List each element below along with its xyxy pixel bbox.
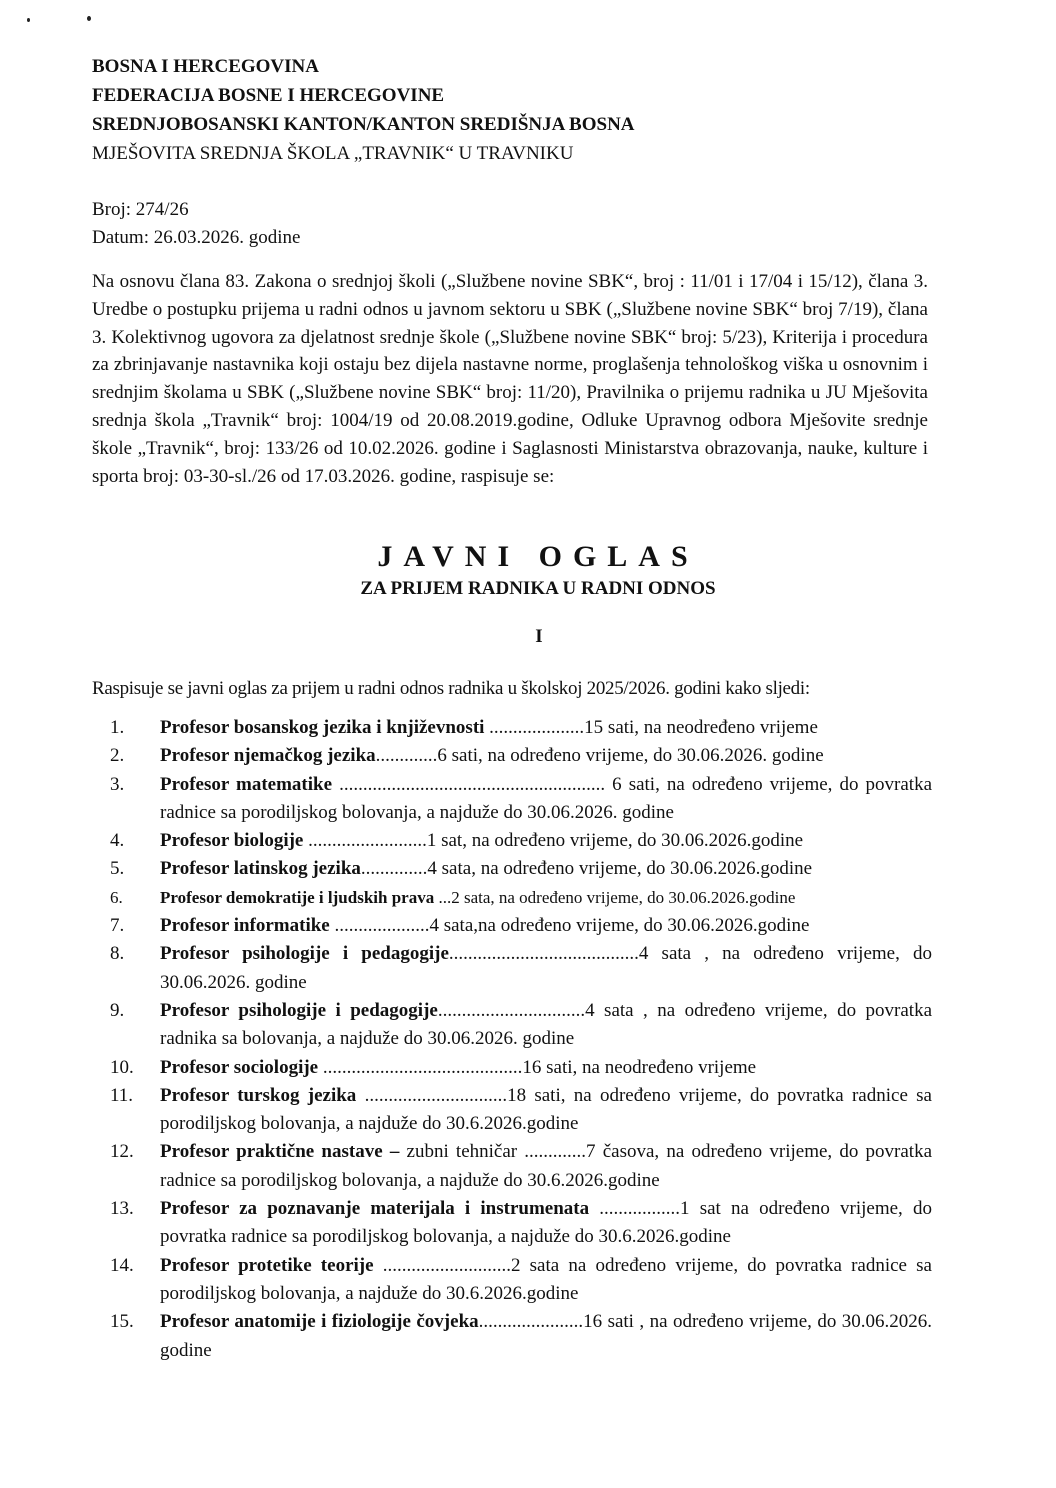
- position-number: 1.: [110, 717, 125, 738]
- position-title: Profesor turskog jezika: [160, 1084, 357, 1106]
- position-detail: ......................16 sati , na određeno vrijeme, do 30.06.2026. godine: [160, 1311, 933, 1361]
- reference-number: Broj: 274/26: [92, 199, 189, 220]
- position-detail: .................1 sat na određeno vrijeme, do povratka radnice sa porodiljskog bolovanja, a najduže do 30.6.2026.godine: [160, 1198, 932, 1248]
- position-item: [110, 940, 932, 997]
- position-item: [110, 827, 932, 855]
- section-number: I: [535, 626, 543, 647]
- position-number: 4.: [110, 830, 125, 852]
- position-item: [110, 1082, 932, 1139]
- position-item: [110, 884, 932, 912]
- header-federation: FEDERACIJA BOSNE I HERCEGOVINE: [92, 85, 445, 106]
- document-meta: [92, 196, 300, 252]
- position-number: 5.: [110, 858, 125, 880]
- position-title: Profesor demokratije i ljudskih prava: [160, 887, 435, 907]
- scan-speck: [27, 18, 30, 22]
- position-item: [110, 912, 932, 940]
- position-item: [110, 714, 932, 742]
- position-title: Profesor sociologije: [160, 1056, 319, 1078]
- position-number: 13.: [110, 1198, 134, 1220]
- position-detail: ...............................4 sata , na određeno vrijeme, do povratka radnika sa bolovanja, a najduže do 30.06.2026. godine: [160, 999, 932, 1050]
- position-detail: ..............4 sata, na određeno vrijeme, do 30.06.2026.godine: [360, 858, 813, 880]
- scan-speck: [87, 16, 91, 21]
- position-number: 2.: [110, 745, 125, 767]
- position-title: Profesor anatomije i fiziologije čovjeka: [160, 1311, 479, 1333]
- document-date: Datum: 26.03.2026. godine: [92, 227, 301, 248]
- position-item: [110, 742, 932, 770]
- position-item: [110, 1252, 932, 1309]
- position-number: 6.: [110, 887, 123, 907]
- position-number: 11.: [110, 1084, 134, 1106]
- position-detail: ...2 sata, na određeno vrijeme, do 30.06.2026.godine: [434, 887, 796, 907]
- header-school: MJEŠOVITA SREDNJA ŠKOLA „TRAVNIK“ U TRAVNIKU: [92, 143, 574, 164]
- position-item: [110, 1138, 932, 1195]
- position-item: [110, 771, 932, 828]
- position-detail: ..........................................16 sati, na neodređeno vrijeme: [318, 1056, 757, 1078]
- position-number: 14.: [110, 1254, 134, 1276]
- document-subtitle: ZA PRIJEM RADNIKA U RADNI ODNOS: [360, 578, 716, 599]
- position-title: Profesor bosanskog jezika i književnosti: [160, 717, 485, 738]
- header-canton: SREDNJOBOSANSKI KANTON/KANTON SREDIŠNJA BOSNA: [92, 114, 635, 135]
- position-detail: zubni tehničar .............7 časova, na određeno vrijeme, do povratka radnice sa porodiljskog bolovanja, a najduže do 30.6.2026.godine: [160, 1141, 932, 1191]
- position-title: Profesor matematike: [160, 773, 333, 795]
- position-detail: .............6 sati, na određeno vrijeme, do 30.06.2026. godine: [375, 745, 824, 767]
- position-title: Profesor latinskog jezika: [160, 858, 361, 880]
- position-title: Profesor psihologije i pedagogije: [160, 999, 438, 1021]
- position-title: Profesor njemačkog jezika: [160, 745, 376, 767]
- position-detail: ........................................................ 6 sati, na određeno vrijeme, do povratka radnice sa porodiljskog bolovanja, a najduže do 30.06.2026. godine: [160, 773, 933, 823]
- position-title: Profesor za poznavanje materijala i instrumenata: [160, 1198, 590, 1220]
- position-detail: ........................................4 sata , na određeno vrijeme, do 30.06.2026. godine: [160, 943, 932, 993]
- position-detail: ..............................18 sati, na određeno vrijeme, do povratka radnice sa porodiljskog bolovanja, a najduže do 30.6.2026.godine: [160, 1084, 932, 1135]
- lead-paragraph: Raspisuje se javni oglas za prijem u radni odnos radnika u školskoj 2025/2026. godini kako sljedi:: [92, 678, 810, 699]
- position-item: [110, 997, 932, 1054]
- position-item: [110, 1195, 932, 1252]
- header-country: BOSNA I HERCEGOVINA: [92, 56, 319, 77]
- legal-basis-paragraph: Na osnovu člana 83. Zakona o srednjoj školi („Službene novine SBK“, broj : 11/01 i 17/04 i 15/12), člana 3. Uredbe o postupku prijema u radni odnos u javnom sektoru u SBK („Službene novine SBK“ broj 7/19), člana 3. Kolektivnog ugovora za djelatnost srednje škole („Službene novine SBK“ broj: 5/23), Kriterija i procedura za zbrinjavanje nastavnika koji ostaju bez dijela nastavne norme, proglašenja tehnološkog viška u osnovnim i srednjim školama u SBK („Službene novine SBK“ broj: 11/20), Pravilnika o prijemu radnika u JU Mješovita srednja škola „Travnik“ broj: 1004/19 od 20.08.2019.godine, Odluke Upravnog odbora Mješovite srednje škole „Travnik“, broj: 133/26 od 10.02.2026. godine i Saglasnosti Ministarstva obrazovanja, nauke, kulture i sporta broj: 03-30-sl./26 od 17.03.2026. godine, raspisuje se:: [92, 271, 928, 487]
- position-detail: .........................1 sat, na određeno vrijeme, do 30.06.2026.godine: [303, 830, 804, 852]
- position-item: [110, 1054, 932, 1082]
- position-item: [110, 1308, 932, 1365]
- position-detail: ....................15 sati, na neodređeno vrijeme: [484, 717, 818, 738]
- position-title: Profesor biologije: [160, 830, 304, 852]
- position-detail: ...........................2 sata na određeno vrijeme, do povratka radnice sa porodiljskog bolovanja, a najduže do 30.6.2026.godine: [160, 1254, 932, 1304]
- position-number: 12.: [110, 1141, 134, 1163]
- position-title: Profesor psihologije i pedagogije: [160, 943, 449, 965]
- position-number: 9.: [110, 999, 125, 1021]
- position-title: Profesor praktične nastave –: [160, 1141, 400, 1163]
- position-detail: ....................4 sata,na određeno vrijeme, do 30.06.2026.godine: [329, 915, 810, 937]
- document-title: JAVNI OGLAS: [377, 540, 699, 573]
- position-number: 15.: [110, 1311, 134, 1333]
- position-item: [110, 855, 932, 883]
- position-number: 3.: [110, 773, 125, 795]
- document-header: [92, 52, 635, 168]
- position-title: Profesor protetike teorije: [160, 1254, 374, 1276]
- position-title: Profesor informatike: [160, 915, 330, 937]
- positions-list: [110, 714, 932, 1365]
- position-number: 7.: [110, 915, 125, 937]
- position-number: 8.: [110, 943, 125, 965]
- position-number: 10.: [110, 1056, 134, 1078]
